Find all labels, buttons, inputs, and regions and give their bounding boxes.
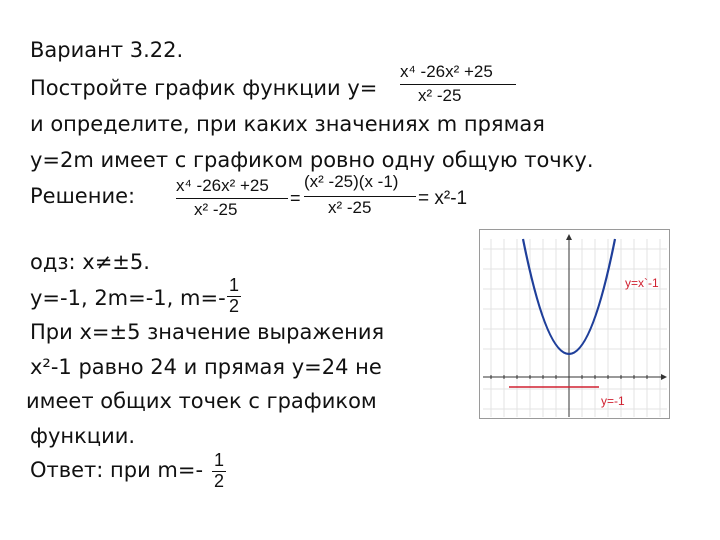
explanation-line-2: x²-1 равно 24 и прямая y=24 не	[30, 355, 382, 379]
explanation-line-1: При x=±5 значение выражения	[30, 320, 385, 344]
task-line-3: y=2m имеет с графиком ровно одну общую точку.	[30, 148, 594, 172]
task-line: Постройте график функции y=	[30, 76, 378, 100]
main-fraction-numerator: x⁴ -26x² +25	[400, 62, 493, 81]
function-graph	[479, 229, 670, 419]
explanation-line-3: имеет общих точек с графиком	[26, 389, 377, 413]
answer-line: Ответ: при m=-	[30, 458, 204, 482]
explanation-line-4: функции.	[30, 424, 136, 448]
main-fraction-denominator: x² -25	[418, 86, 462, 105]
solution-fraction-2-denominator: x² -25	[328, 198, 372, 217]
m-value-line: y=-1, 2m=-1, m=-	[30, 286, 226, 310]
solution-fraction-1-denominator: x² -25	[194, 200, 238, 219]
solution-label: Решение:	[30, 184, 136, 208]
half-numerator: 1	[229, 275, 240, 295]
half-denominator: 2	[229, 296, 240, 316]
curve-label: y=x`-1	[625, 276, 659, 290]
domain-line: одз: x≠±5.	[30, 250, 150, 274]
answer-numerator: 1	[214, 450, 225, 470]
solution-fraction-2-numerator: (x² -25)(x -1)	[304, 172, 399, 191]
task-line-2: и определите, при каких значениях m прямая	[30, 112, 545, 136]
title: Вариант 3.22.	[30, 38, 184, 62]
answer-denominator: 2	[214, 471, 225, 491]
equals-sign: =	[290, 188, 301, 208]
simplified-result: = x²-1	[418, 188, 468, 209]
line-label: y=-1	[601, 394, 625, 408]
solution-fraction-1-numerator: x⁴ -26x² +25	[176, 176, 269, 195]
